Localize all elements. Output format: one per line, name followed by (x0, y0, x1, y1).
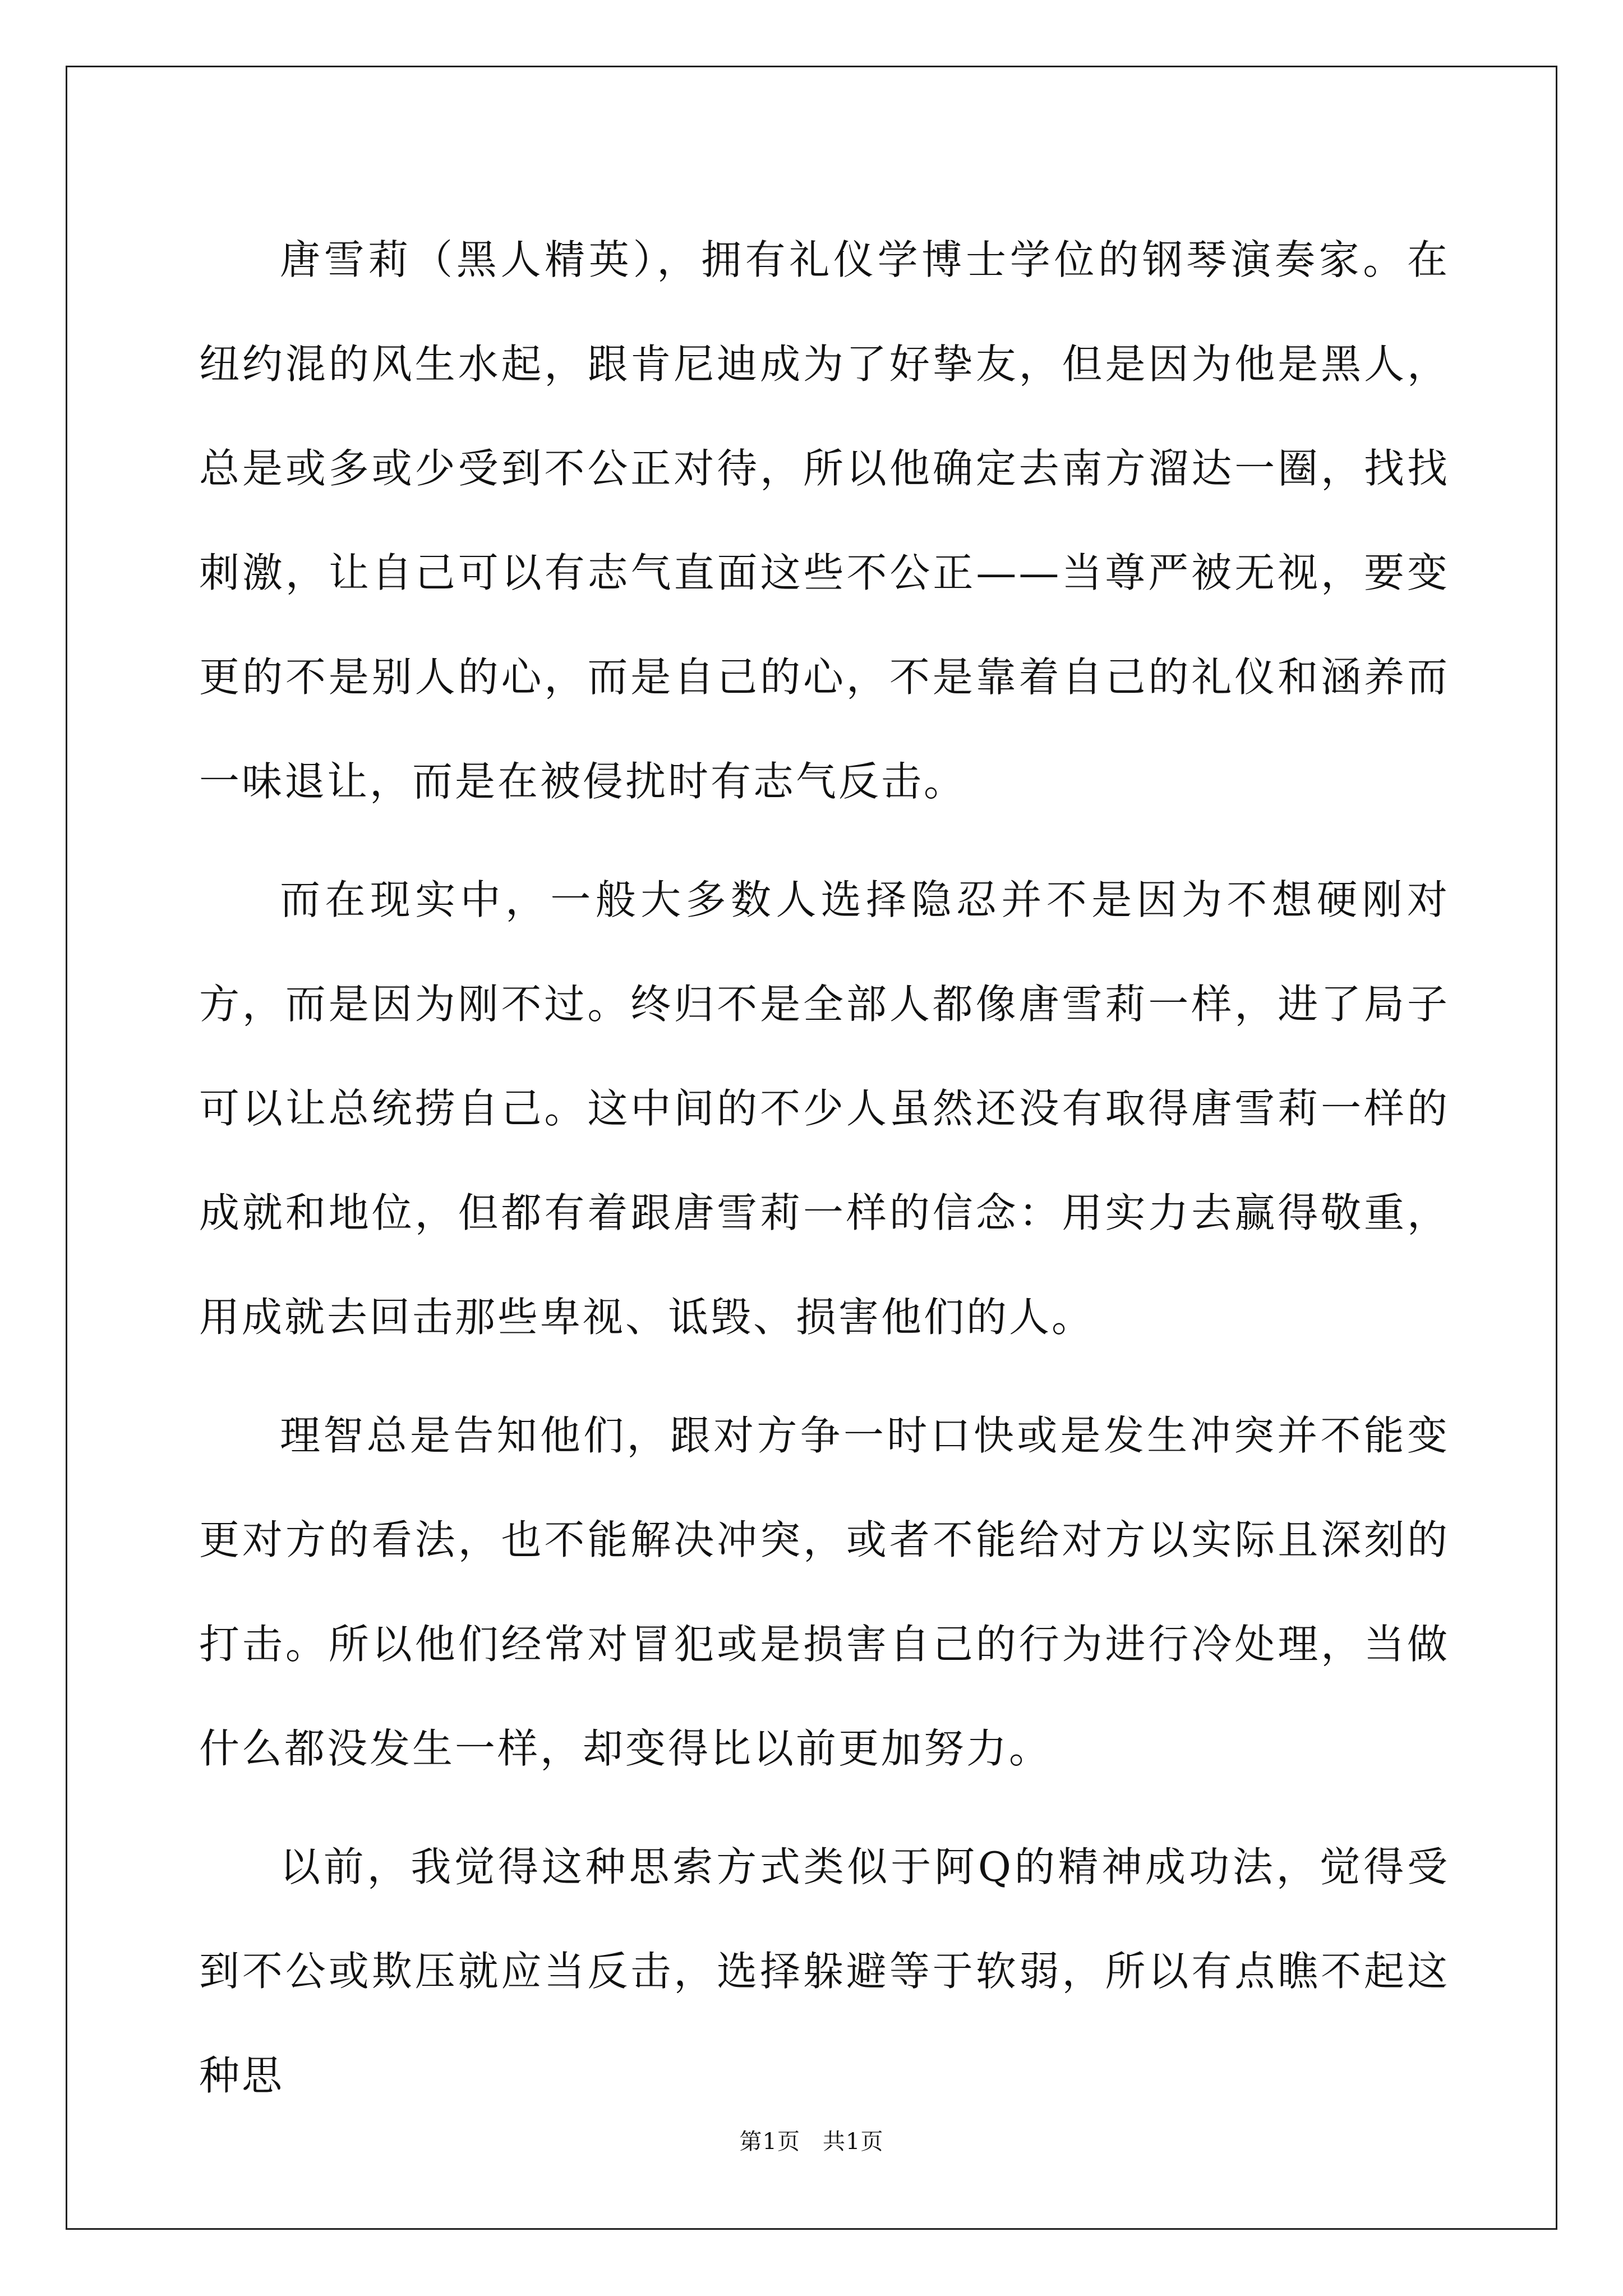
paragraph-2: 而在现实中，一般大多数人选择隐忍并不是因为不想硬刚对方，而是因为刚不过。终归不是全部人都像唐雪莉一样，进了局子可以让总统捞自己。这中间的不少人虽然还没有取得唐雪莉一样的成就和地位，但都有着跟唐雪莉一样的信念：用实力去赢得敬重，用成就去回击那些卑视、诋毁、损害他们的人。 (199, 876, 1450, 1341)
paragraph-1: 唐雪莉（黑人精英），拥有礼仪学博士学位的钢琴演奏家。在纽约混的风生水起，跟肯尼迪成为了好挚友，但是因为他是黑人，总是或多或少受到不公正对待，所以他确定去南方溜达一圈，找找刺激，让自己可以有志气直面这些不公正——当尊严被无视，要变更的不是别人的心，而是自己的心，不是靠着自己的礼仪和涵养而一味退让，而是在被侵扰时有志气反击。 (199, 236, 1450, 805)
page-footer (0, 2126, 1623, 2157)
page-number: 第1页 (739, 2129, 800, 2155)
paragraph-3: 理智总是告知他们，跟对方争一时口快或是发生冲突并不能变更对方的看法，也不能解决冲突，或者不能给对方以实际且深刻的打击。所以他们经常对冒犯或是损害自己的行为进行冷处理，当做什么都没发生一样，却变得比以前更加努力。 (199, 1412, 1450, 1772)
page-total: 共1页 (823, 2129, 884, 2155)
document-body (199, 208, 1450, 2142)
paragraph-4: 以前，我觉得这种思索方式类似于阿Q的精神成功法，觉得受到不公或欺压就应当反击，选择躲避等于软弱，所以有点瞧不起这种思 (199, 1843, 1450, 2099)
